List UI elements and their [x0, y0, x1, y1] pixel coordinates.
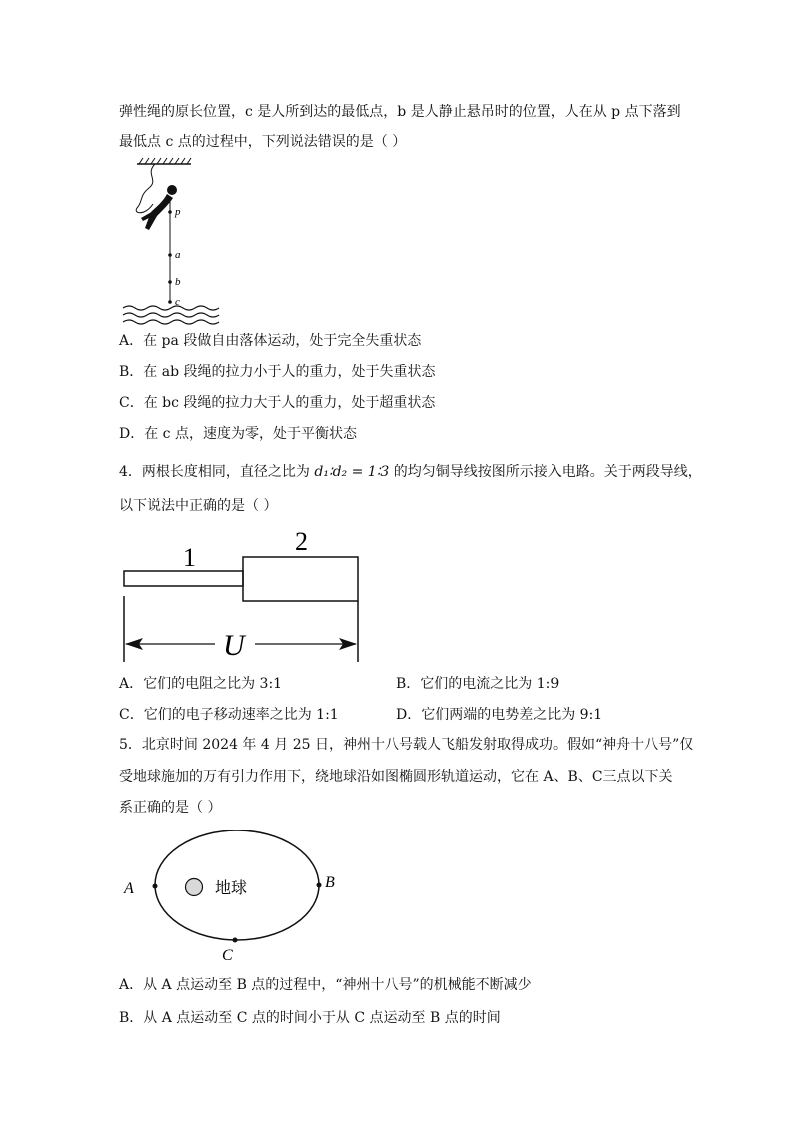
q5-stem-line3: 系正确的是（ ） — [119, 800, 222, 816]
label-C: C — [222, 947, 233, 964]
label-earth: 地球 — [215, 878, 248, 897]
q3-stem-line2: 最低点 c 点的过程中，下列说法错误的是（ ） — [119, 134, 407, 150]
q4-diameter-ratio: d₁∶d₂ = 1∶3 — [314, 464, 390, 480]
label-A: A — [124, 880, 134, 897]
q5-stem-line1: 5．北京时间 2024 年 4 月 25 日，神州十八号载人飞船发射取得成功。假如“神舟十八号”仅 — [119, 737, 694, 753]
q4-stem-part2: 的均匀铜导线按图所示接入电路。关于两段导线， — [389, 464, 702, 480]
q4-stem-part1: 4．两根长度相同，直径之比为 — [119, 464, 315, 480]
label-p: p — [175, 206, 181, 218]
q4-option-b: B．它们的电流之比为 1:9 — [396, 676, 560, 692]
q5-option-a: A．从 A 点运动至 B 点的过程中，“神州十八号”的机械能不断减少 — [119, 977, 532, 993]
label-wire1: 1 — [183, 543, 196, 572]
q4-option-d: D．它们两端的电势差之比为 9:1 — [396, 707, 603, 723]
q3-option-a: A．在 pa 段做自由落体运动，处于完全失重状态 — [119, 333, 422, 349]
bungee-figure — [115, 152, 225, 327]
label-voltage: U — [223, 629, 245, 662]
q3-option-c: C．在 bc 段绳的拉力大于人的重力，处于超重状态 — [119, 395, 436, 411]
orbit-figure — [115, 830, 355, 965]
q3-option-d: D．在 c 点，速度为零，处于平衡状态 — [119, 426, 357, 442]
q3-option-b: B．在 ab 段绳的拉力小于人的重力，处于失重状态 — [119, 364, 436, 380]
q5-option-b: B．从 A 点运动至 C 点的时间小于从 C 点运动至 B 点的时间 — [119, 1010, 501, 1026]
label-c: c — [175, 296, 180, 308]
q4-option-a: A．它们的电阻之比为 3:1 — [119, 676, 283, 692]
label-b: b — [175, 276, 181, 288]
q4-stem-line1 — [119, 462, 702, 482]
label-a: a — [175, 249, 181, 261]
q5-stem-line2: 受地球施加的万有引力作用下，绕地球沿如图椭圆形轨道运动，它在 A、B、C三点以下关 — [119, 769, 673, 785]
q4-option-c: C．它们的电子移动速率之比为 1:1 — [119, 707, 339, 723]
q3-stem-line1: 弹性绳的原长位置，c 是人所到达的最低点，b 是人静止悬吊时的位置，人在从 p 点下落到 — [119, 104, 681, 120]
q4-stem-line2: 以下说法中正确的是（ ） — [119, 498, 278, 514]
label-wire2: 2 — [295, 527, 308, 556]
label-B: B — [325, 874, 335, 891]
wire-figure — [115, 522, 375, 667]
